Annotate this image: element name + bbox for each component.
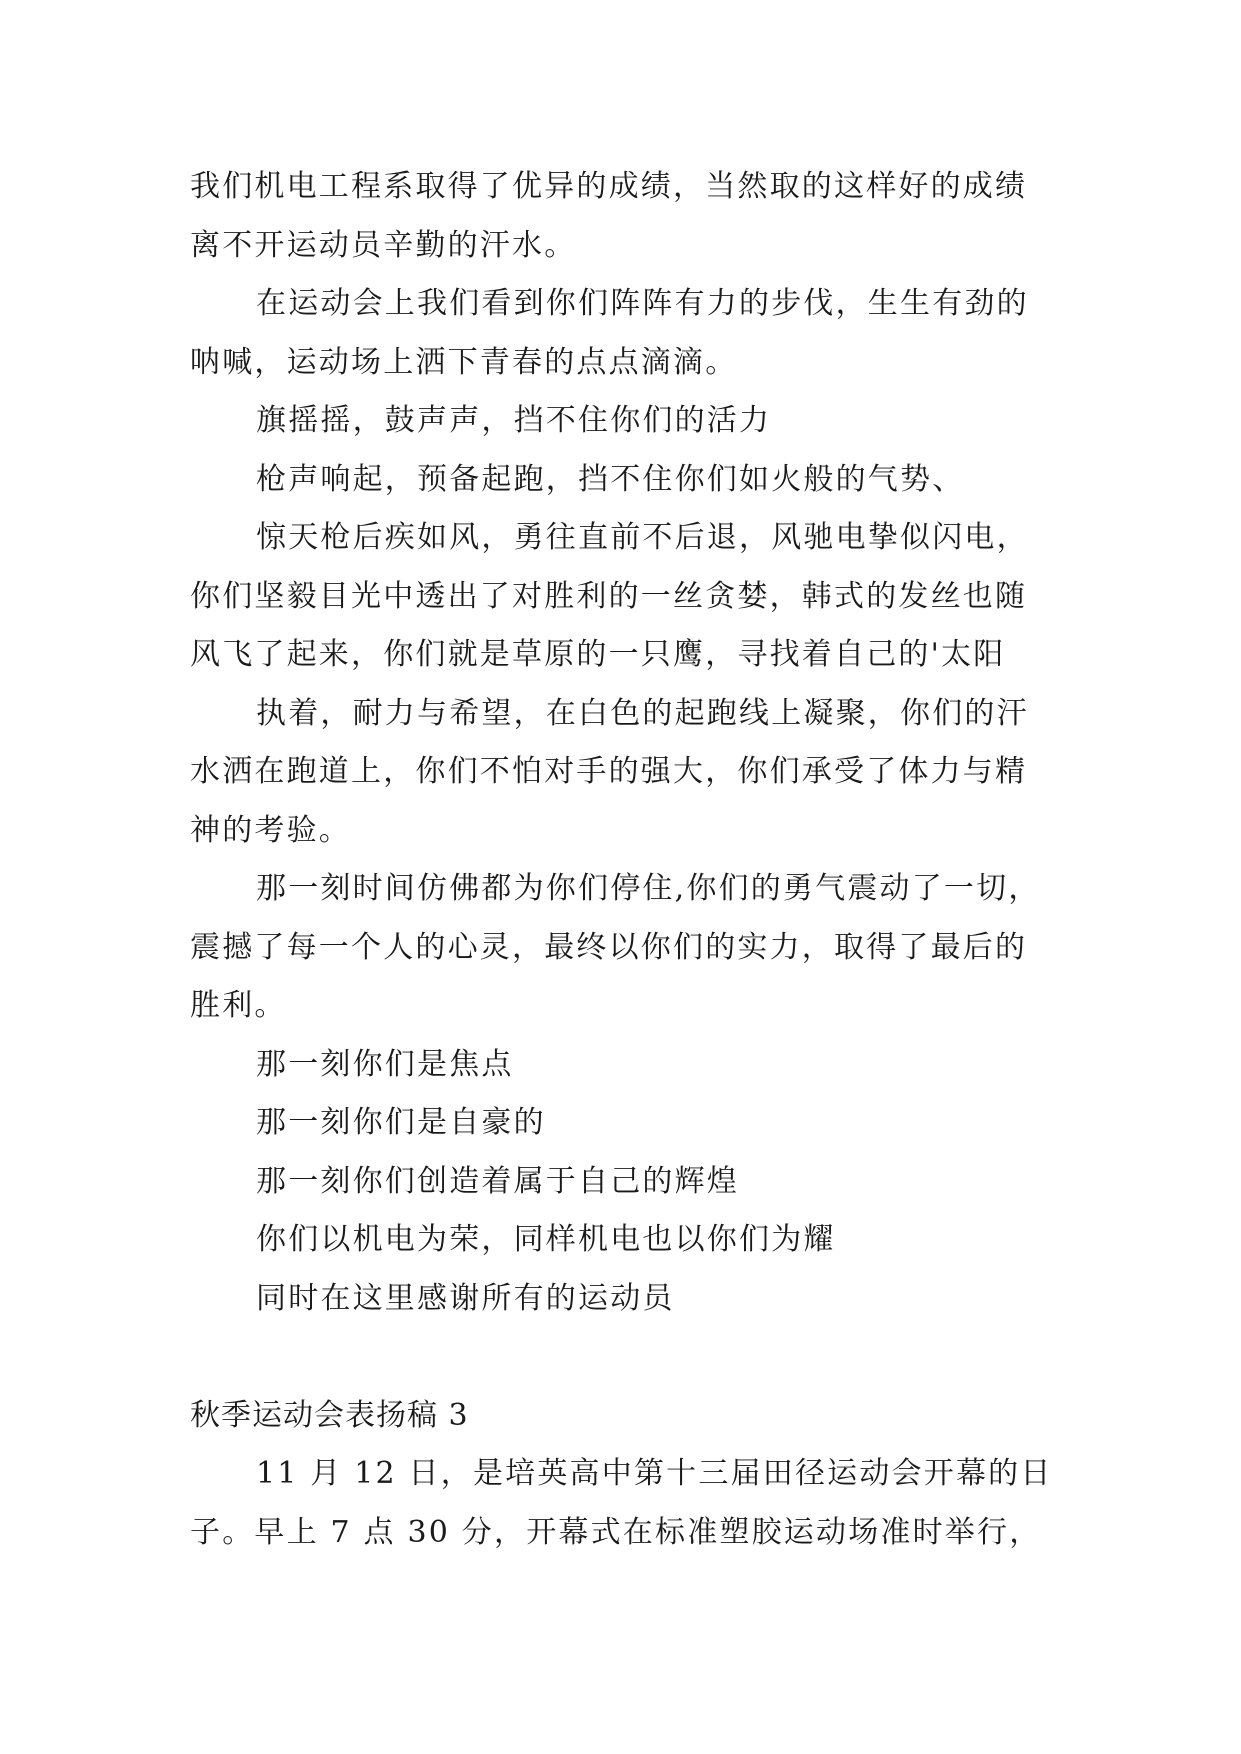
text-line: 那一刻你们是自豪的	[256, 1105, 546, 1140]
text-line: 你们坚毅目光中透出了对胜利的一丝贪婪，韩式的发丝也随	[190, 578, 1028, 614]
section-heading	[190, 1387, 1070, 1446]
text-line: 执着，耐力与希望，在白色的起跑线上凝聚，你们的汗	[256, 695, 1029, 731]
paragraph	[190, 392, 1070, 451]
text-line: 那一刻时间仿佛都为你们停住,你们的勇气震动了一切，	[256, 871, 1041, 906]
text-line: 枪声响起，预备起跑，挡不住你们如火般的气势、	[256, 461, 965, 497]
paragraph	[190, 1153, 1070, 1212]
text-line: 在运动会上我们看到你们阵阵有力的步伐，生生有劲的	[256, 286, 1029, 321]
paragraph	[190, 1036, 1070, 1095]
paragraph	[190, 1270, 1070, 1329]
paragraph	[190, 275, 1070, 392]
paragraph	[190, 158, 1070, 275]
text-line: 同时在这里感谢所有的运动员	[256, 1280, 675, 1316]
text-line: 水洒在跑道上，你们不怕对手的强大，你们承受了体力与精	[190, 754, 1028, 789]
paragraph	[190, 1211, 1070, 1270]
text-line: 风飞了起来，你们就是草原的一只鹰，寻找着自己的'太阳	[190, 637, 1006, 672]
text-line: 惊天枪后疾如风，勇往直前不后退，风驰电挚似闪电，	[256, 520, 1029, 555]
text-line: 我们机电工程系取得了优异的成绩，当然取的这样好的成绩	[190, 169, 1028, 204]
text-line: 那一刻你们创造着属于自己的辉煌	[256, 1163, 739, 1199]
paragraph	[190, 451, 1070, 510]
paragraph	[190, 860, 1070, 1036]
document-body	[190, 158, 1070, 1562]
text-line: 那一刻你们是焦点	[256, 1046, 514, 1082]
paragraph	[190, 1094, 1070, 1153]
paragraph	[190, 1445, 1070, 1562]
section-heading-text: 秋季运动会表扬稿 3	[190, 1397, 469, 1433]
text-line: 子。早上 7 点 30 分，开幕式在标准塑胶运动场准时举行，	[190, 1514, 1042, 1550]
text-line: 你们以机电为荣，同样机电也以你们为耀	[256, 1222, 836, 1257]
text-line: 离不开运动员辛勤的汗水。	[190, 227, 577, 263]
paragraph	[190, 509, 1070, 685]
text-line: 11 月 12 日，是培英高中第十三届田径运动会开幕的日	[256, 1456, 1053, 1491]
text-line: 胜利。	[190, 988, 287, 1023]
text-line: 神的考验。	[190, 812, 351, 848]
paragraph	[190, 685, 1070, 861]
text-line: 呐喊，运动场上洒下青春的点点滴滴。	[190, 344, 738, 380]
text-line: 震撼了每一个人的心灵，最终以你们的实力，取得了最后的	[190, 929, 1028, 965]
paragraph-spacer	[190, 1328, 1070, 1387]
text-line: 旗摇摇，鼓声声，挡不住你们的活力	[256, 403, 772, 438]
